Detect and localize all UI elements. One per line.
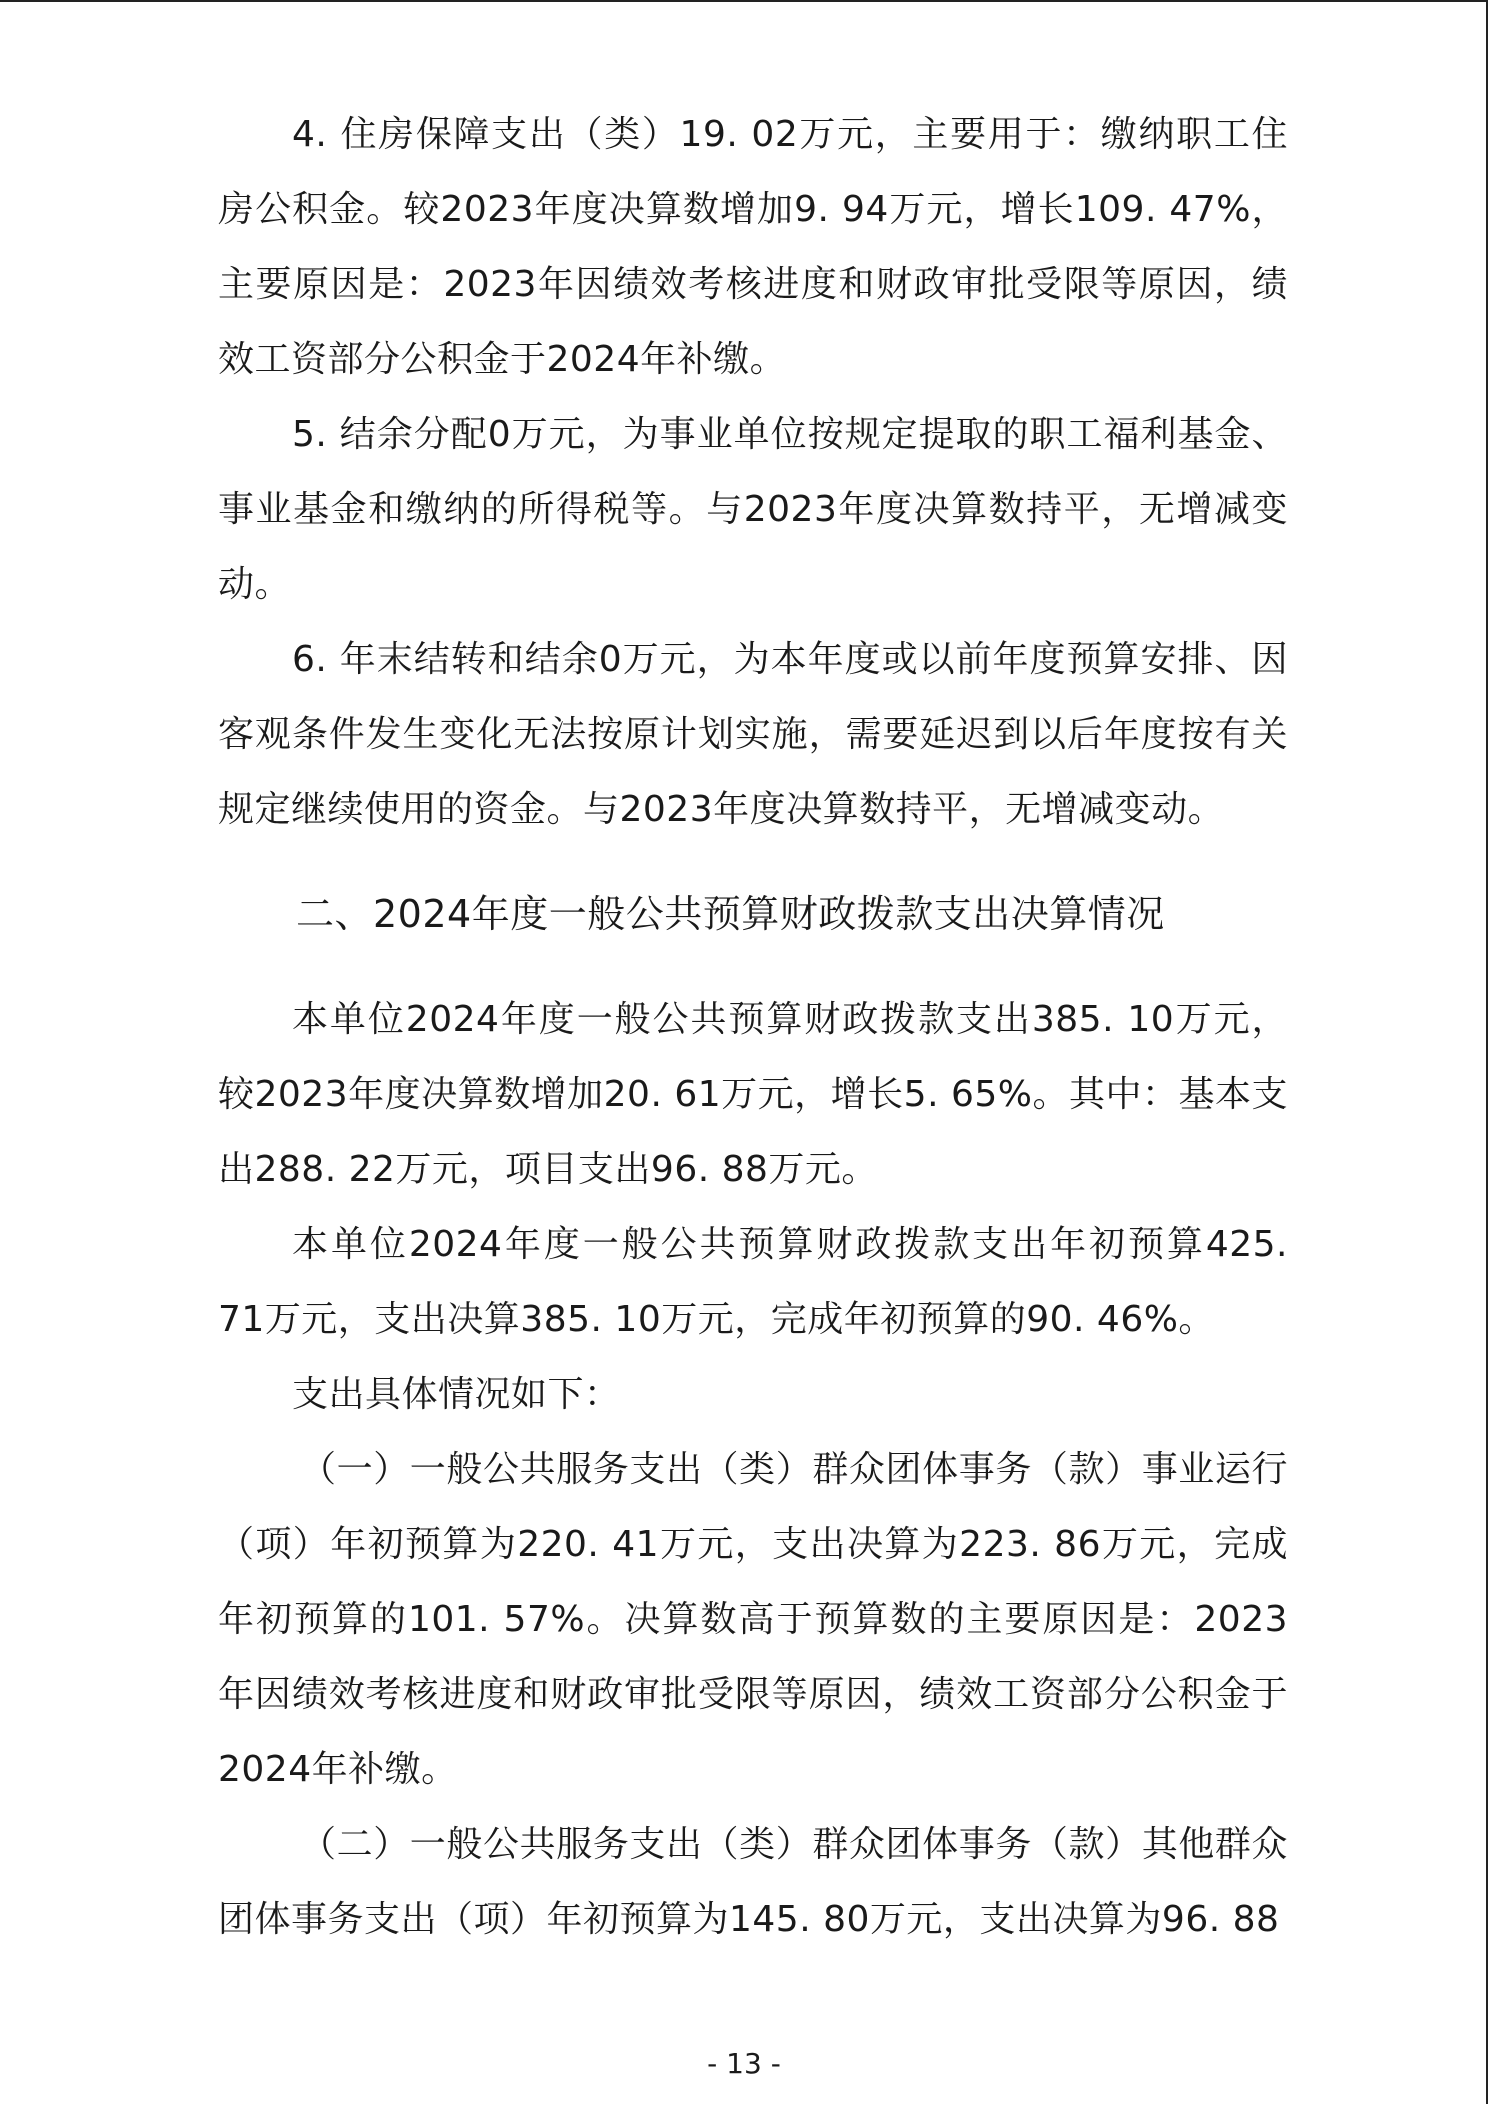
paragraph-total-expenditure: 本单位2024年度一般公共预算财政拨款支出385. 10万元，较2023年度决算数增加20. 61万元，增长5. 65%。其中：基本支出288. 22万元，项目支出96. 88万元。	[218, 999, 1288, 1190]
paragraph-item-two: （二）一般公共服务支出（类）群众团体事务（款）其他群众团体事务支出（项）年初预算为145. 80万元，支出决算为96. 88	[218, 1824, 1288, 1940]
paragraph-details-intro: 支出具体情况如下：	[292, 1374, 621, 1415]
section-heading: 二、2024年度一般公共预算财政拨款支出决算情况	[296, 892, 1165, 936]
paragraph-item-one: （一）一般公共服务支出（类）群众团体事务（款）事业运行（项）年初预算为220. 41万元，支出决算为223. 86万元，完成年初预算的101. 57%。决算数高于预算数的主要原因是：2023年因绩效考核进度和财政审批受限等原因，绩效工资部分公积金于2024年补缴。	[218, 1449, 1288, 1790]
paragraph-year-end-balance: 6. 年末结转和结余0万元，为本年度或以前年度预算安排、因客观条件发生变化无法按原计划实施，需要延迟到以后年度按有关规定继续使用的资金。与2023年度决算数持平，无增减变动。	[218, 639, 1288, 830]
page-number: - 13 -	[707, 2047, 781, 2080]
paragraph-budget-completion: 本单位2024年度一般公共预算财政拨款支出年初预算425. 71万元，支出决算385. 10万元，完成年初预算的90. 46%。	[218, 1224, 1288, 1340]
paragraph-housing-expenditure: 4. 住房保障支出（类）19. 02万元，主要用于：缴纳职工住房公积金。较2023年度决算数增加9. 94万元，增长109. 47%，主要原因是：2023年因绩效考核进度和财政审批受限等原因，绩效工资部分公积金于2024年补缴。	[218, 114, 1288, 380]
paragraph-surplus-distribution: 5. 结余分配0万元，为事业单位按规定提取的职工福利基金、事业基金和缴纳的所得税等。与2023年度决算数持平，无增减变动。	[218, 414, 1288, 605]
document-body	[218, 97, 1288, 1957]
page-top-border	[0, 0, 1488, 2]
